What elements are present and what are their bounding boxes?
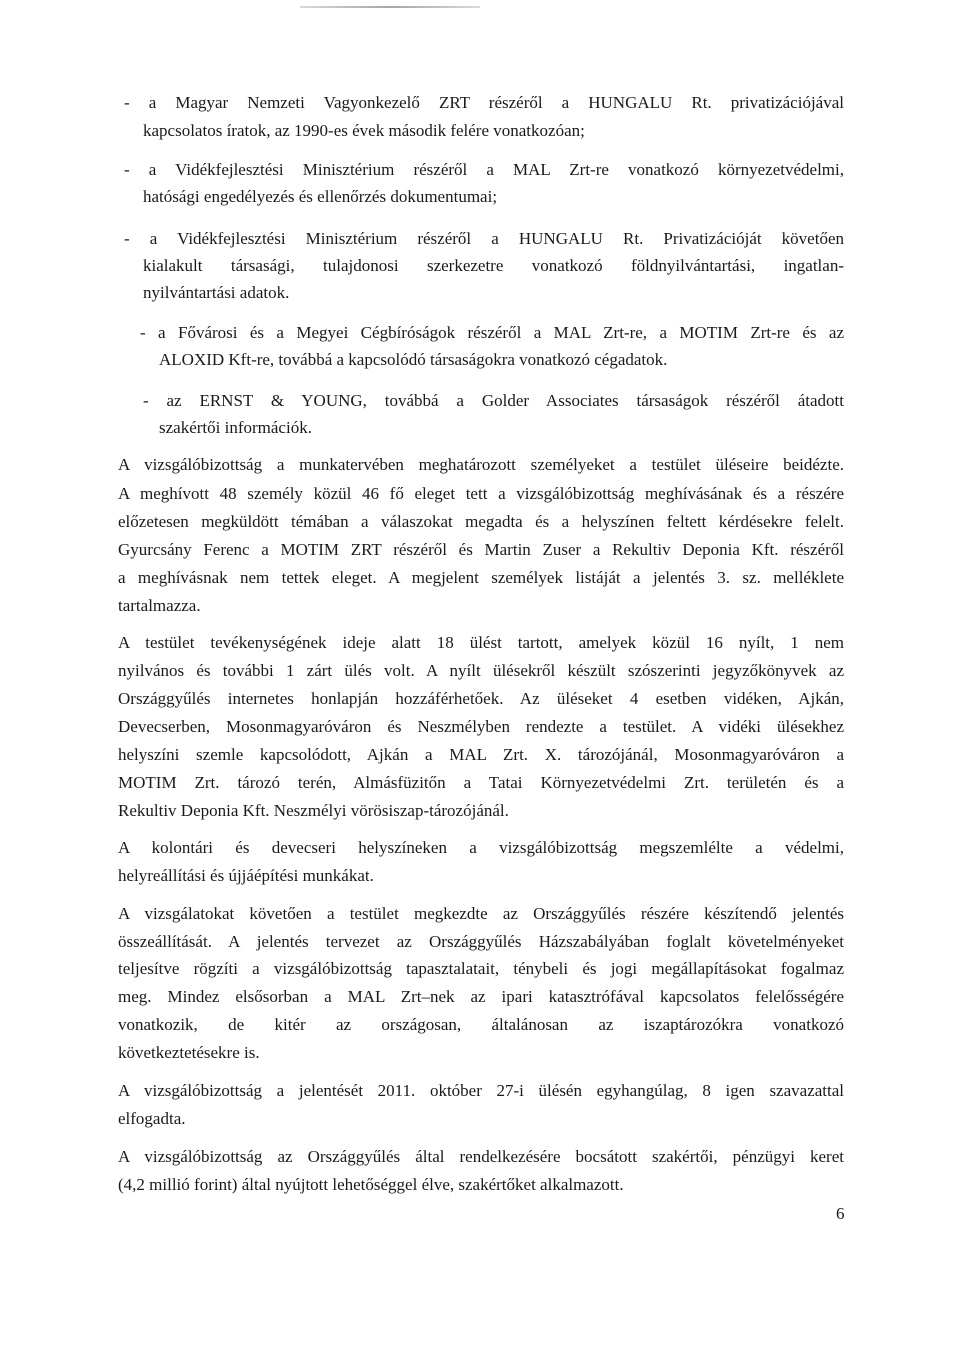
text-line: nyilvános és további 1 zárt ülés volt. A nyílt ülésekről készült szószerinti jegyzőkönyvek az: [118, 661, 844, 680]
text-line: A kolontári és devecseri helyszíneken a vizsgálóbizottság megszemlélte a védelmi,: [118, 838, 844, 857]
text-line: teljesítve rögzíti a vizsgálóbizottság tapasztalatait, ténybeli és jogi megállapításokat fogalmaz: [118, 959, 844, 978]
text-line: nyilvántartási adatok.: [143, 283, 290, 302]
text-line: a meghívásnak nem tettek eleget. A megjelent személyek listáját a jelentés 3. sz. melléklete: [118, 568, 844, 587]
text-line: hatósági engedélyezés és ellenőrzés dokumentumai;: [143, 187, 498, 206]
text-line: - az ERNST & YOUNG, továbbá a Golder Associates társaságok részéről átadott: [143, 391, 844, 410]
text-line: helyreállítási és újjáépítési munkákat.: [118, 866, 374, 885]
scan-artifact-line: [300, 6, 480, 8]
text-line: következtetésekre is.: [118, 1043, 260, 1062]
text-line: összeállítását. A jelentés tervezet az Országgyűlés Házszabályában foglalt követelményeket: [118, 932, 844, 951]
text-line: tartalmazza.: [118, 596, 201, 615]
text-line: A vizsgálatokat követően a testület megkezdte az Országgyűlés részére készítendő jelentés: [118, 904, 844, 923]
text-line: Rekultiv Deponia Kft. Neszmélyi vörösiszap-tározójánál.: [118, 801, 509, 820]
text-line: helyszíni szemle kapcsolódott, Ajkán a MAL Zrt. X. tározójánál, Mosonmagyaróváron a: [118, 745, 844, 764]
text-line: meg. Mindez elsősorban a MAL Zrt–nek az ipari katasztrófával kapcsolatos felelősségére: [118, 987, 844, 1006]
text-line: MOTIM Zrt. tározó terén, Almásfüzitőn a Tatai Környezetvédelmi Zrt. területén és a: [118, 773, 844, 792]
text-line: Országgyűlés internetes honlapján hozzáférhetőek. Az üléseket 4 esetben vidéken, Ajkán,: [118, 689, 844, 708]
text-line: A meghívott 48 személy közül 46 fő eleget tett a vizsgálóbizottság meghívásának és a részére: [118, 484, 844, 503]
text-line: A testület tevékenységének ideje alatt 18 ülést tartott, amelyek közül 16 nyílt, 1 nem: [118, 633, 844, 652]
text-line: (4,2 millió forint) által nyújtott lehetőséggel élve, szakértőket alkalmazott.: [118, 1175, 624, 1194]
text-line: A vizsgálóbizottság az Országgyűlés által rendelkezésére bocsátott szakértői, pénzügyi keret: [118, 1147, 844, 1166]
text-line: Gyurcsány Ferenc a MOTIM ZRT részéről és Martin Zuser a Rekultiv Deponia Kft. részéről: [118, 540, 844, 559]
text-line: szakértői információk.: [159, 418, 312, 437]
text-line: A vizsgálóbizottság a munkatervében meghatározott személyeket a testület üléseire beidézte.: [118, 455, 844, 474]
text-line: A vizsgálóbizottság a jelentését 2011. október 27-i ülésén egyhangúlag, 8 igen szavazattal: [118, 1081, 844, 1100]
text-line: - a Vidékfejlesztési Minisztérium részéről a HUNGALU Rt. Privatizációját követően: [124, 229, 844, 248]
text-line: - a Vidékfejlesztési Minisztérium részéről a MAL Zrt-re vonatkozó környezetvédelmi,: [124, 160, 844, 179]
text-line: elfogadta.: [118, 1109, 186, 1128]
page-number: 6: [836, 1204, 845, 1223]
text-line: - a Fővárosi és a Megyei Cégbíróságok részéről a MAL Zrt-re, a MOTIM Zrt-re és az: [140, 323, 844, 342]
text-line: vonatkozik, de kitér az országosan, általánosan az iszaptározókra vonatkozó: [118, 1015, 844, 1034]
text-line: Devecserben, Mosonmagyaróváron és Neszmélyben rendezte a testület. A vidéki ülésekhez: [118, 717, 844, 736]
text-line: - a Magyar Nemzeti Vagyonkezelő ZRT részéről a HUNGALU Rt. privatizációjával: [124, 93, 844, 112]
text-line: kapcsolatos íratok, az 1990-es évek második felére vonatkozóan;: [143, 121, 585, 140]
text-line: ALOXID Kft-re, továbbá a kapcsolódó társaságokra vonatkozó cégadatok.: [159, 350, 668, 369]
text-line: előzetesen megküldött témában a válaszokat megadta és a helyszínen feltett kérdésekre felelt.: [118, 512, 844, 531]
text-line: kialakult társasági, tulajdonosi szerkezetre vonatkozó földnyilvántartási, ingatlan-: [143, 256, 844, 275]
